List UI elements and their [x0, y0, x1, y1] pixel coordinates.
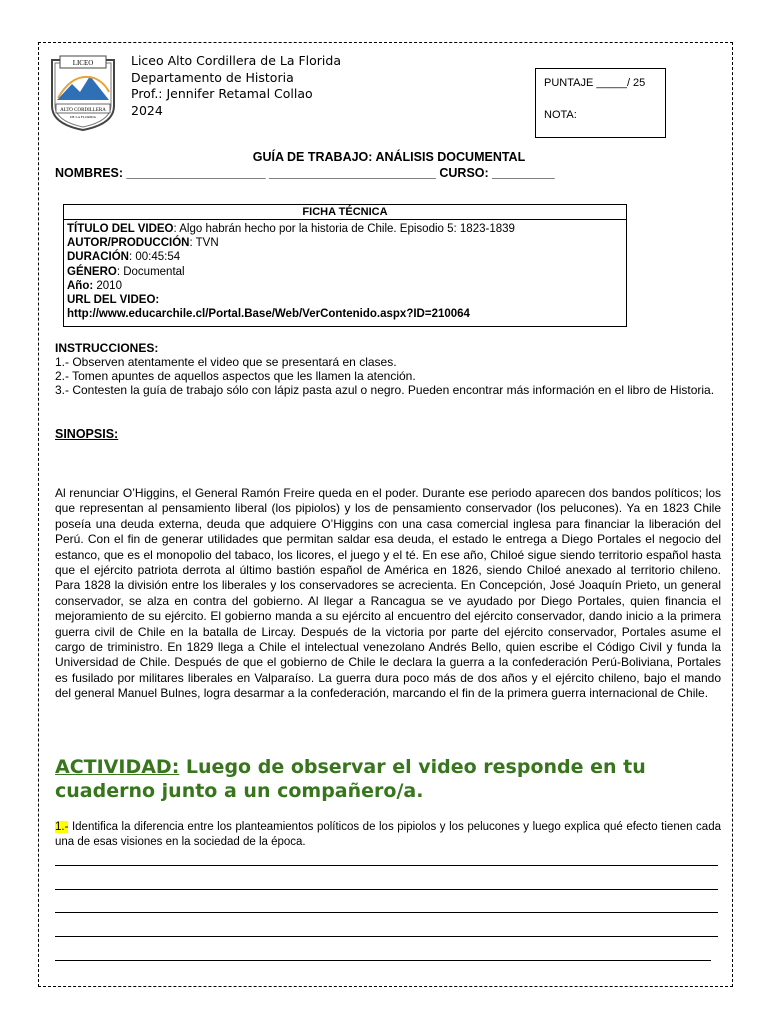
answer-line[interactable]: [55, 889, 718, 890]
actividad-text: Luego de observar el video responde en tu cuaderno junto a un compañero/a.: [55, 756, 646, 802]
score-box: [535, 68, 666, 138]
instrucciones: [55, 341, 720, 397]
ficha-tecnica: [63, 204, 627, 327]
ficha-titulo: TÍTULO DEL VIDEO: Algo habrán hecho por la historia de Chile. Episodio 5: 1823-1839: [67, 223, 515, 235]
actividad-heading: [55, 755, 725, 803]
school-name: Liceo Alto Cordillera de La Florida: [131, 53, 341, 68]
question-number: 1.-: [55, 821, 69, 833]
instruccion-item: 3.- Contesten la guía de trabajo sólo con lápiz pasta azul o negro. Pueden encontrar más información en el libro de Historia.: [55, 383, 715, 397]
school-logo: [48, 54, 118, 132]
ficha-url[interactable]: http://www.educarchile.cl/Portal.Base/Web/VerContenido.aspx?ID=210064: [67, 308, 470, 321]
answer-line[interactable]: [55, 960, 711, 961]
instruccion-item: 1.- Observen atentamente el video que se presentará en clases.: [55, 355, 397, 369]
svg-text:DE LA FLORIDA: DE LA FLORIDA: [69, 115, 97, 119]
instruccion-item: 2.- Tomen apuntes de aquellos aspectos que les llamen la atención.: [55, 369, 416, 383]
ficha-genero: GÉNERO: Documental: [67, 265, 185, 278]
ficha-anio: Año: 2010: [67, 279, 122, 292]
sinopsis-text: Al renunciar O’Higgins, el General Ramón Freire queda en el poder. Durante ese periodo aparecen dos bandos políticos; los que representan al pensamiento liberal (los pipiolos) y los de pensamiento conservador (los pelucones). Ya en 1823 Chile poseía una deuda externa, deuda que adquiere O’Higgins con una casa comercial inglesa para financiar la liberación del Perú. Con el fin de generar utilidades que permitan saldar esa deuda, el estado le entrega a Diego Portales el negocio del estanco, que es el monopolio del tabaco, los licores, el juego y el té. En ese año, Chiloé sigue siendo territorio español hasta que el ejército patriota derrota al último bastión español de América en 1826, siendo Chiloé anexado al territorio chileno. Para 1828 la división entre los liberales y los conservadores se acrecienta. En Concepción, José Joaquín Prieto, un general conservador, se alza en contra del gobierno. Al llegar a Rancagua se ve ayudado por Diego Portales, quien financia el mejoramiento de su ejército. El gobierno manda a su ejército al encuentro del ejército conservador, dando inicio a la primera guerra civil de Chile en la batalla de Lircay. Después de la victoria por parte del ejército conservador, Portales asume el cargo de triministro. En 1829 llega a Chile el intelectual venezolano Andrés Bello, quien escribe el Código Civil y funda la Universidad de Chile. Después de que el gobierno de Chile le declara la guerra a la confederación Perú-Boliviana, Portales es fusilado por militares liberales en Valparaíso. La guerra dura poco más de dos años y el ejército chileno, bajo el mando del general Manuel Bulnes, logra desarmar a la confederación, marcando el fin de la primera guerra internacional de Chile.: [55, 486, 721, 701]
ficha-duracion: DURACIÓN: 00:45:54: [67, 251, 181, 264]
actividad-label: ACTIVIDAD:: [55, 756, 180, 778]
nota-field: NOTA:: [544, 109, 577, 121]
puntaje-field: PUNTAJE _____/ 25: [544, 77, 646, 89]
ficha-heading: FICHA TÉCNICA: [64, 205, 626, 220]
answer-line[interactable]: [55, 912, 718, 913]
ficha-url-label: URL DEL VIDEO:: [67, 294, 160, 307]
answer-line[interactable]: [55, 865, 718, 866]
school-header: [131, 53, 341, 119]
instrucciones-heading: INSTRUCCIONES:: [55, 341, 159, 355]
year: 2024: [131, 102, 163, 118]
svg-text:ALTO CORDILLERA: ALTO CORDILLERA: [60, 108, 106, 113]
names-line: NOMBRES: ____________________ ________________________ CURSO: _________: [55, 166, 555, 180]
svg-text:LICEO: LICEO: [72, 59, 94, 67]
sinopsis-heading: SINOPSIS:: [55, 427, 119, 441]
question-1: [55, 820, 721, 850]
department: Departamento de Historia: [131, 69, 294, 85]
page-title: GUÍA DE TRABAJO: ANÁLISIS DOCUMENTAL: [252, 150, 526, 164]
ficha-autor: AUTOR/PRODUCCIÓN: TVN: [67, 237, 219, 250]
answer-line[interactable]: [55, 936, 718, 937]
question-text: Identifica la diferencia entre los planteamientos políticos de los pipiolos y los pelucones y luego explica qué efecto tienen cada una de esas visiones en la sociedad de la época.: [55, 821, 721, 848]
teacher: Prof.: Jennifer Retamal Collao: [131, 86, 313, 101]
